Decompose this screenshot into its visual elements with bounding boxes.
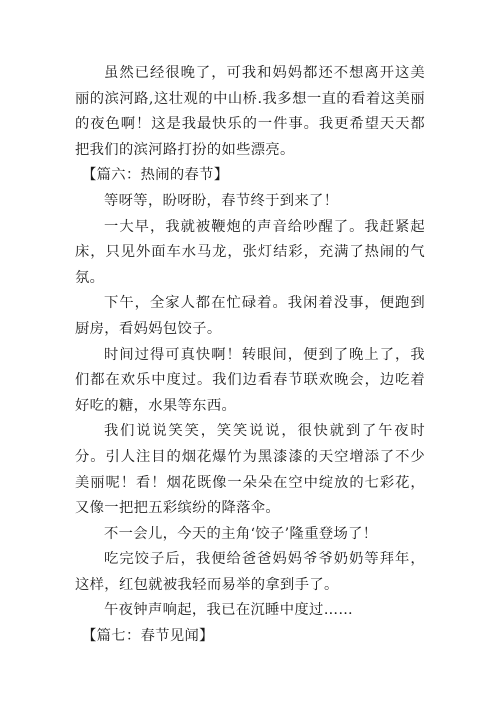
paragraph-morning: 一大早，我就被鞭炮的声音给吵醒了。我赶紧起床，只见外面车水马龙，张灯结彩，充满了热闹的气氛。 (75, 218, 425, 286)
paragraph-evening: 时间过得可真快啊！转眼间，便到了晚上了，我们都在欢乐中度过。我们边看春节联欢晚会，边吃着好吃的糖，水果等东西。 (75, 346, 425, 414)
paragraph-fireworks: 我们说说笑笑，笑笑说说，很快就到了午夜时分。引人注目的烟花爆竹为黑漆漆的天空增添了不少美丽呢！看！烟花既像一朵朵在空中绽放的七彩花，又像一把把五彩缤纷的降落伞。 (75, 423, 425, 517)
section-heading-chapter-6: 【篇六：热闹的春节】 (82, 167, 229, 184)
paragraph-dumplings: 不一会儿，今天的主角‘饺子’隆重登场了！ (104, 525, 378, 542)
paragraph-midnight: 午夜钟声响起，我已在沉睡中度过…… (104, 602, 353, 619)
paragraph-afternoon: 下午，全家人都在忙碌着。我闲着没事，便跑到厨房，看妈妈包饺子。 (75, 295, 425, 337)
section-heading-chapter-7: 【篇七：春节见闻】 (82, 628, 214, 645)
document-body (75, 61, 425, 650)
paragraph-new-year-greetings: 吃完饺子后，我便给爸爸妈妈爷爷奶奶等拜年，这样，红包就被我轻而易举的拿到手了。 (75, 551, 425, 593)
paragraph-waiting: 等呀等，盼呀盼，春节终于到来了！ (104, 192, 339, 209)
paragraph-riverside-night: 虽然已经很晚了，可我和妈妈都还不想离开这美丽的滨河路,这壮观的中山桥.我多想一直的看着这美丽的夜色啊！这是我最快乐的一件事。我更希望天天都把我们的滨河路打扮的如些漂亮。 (75, 65, 425, 158)
